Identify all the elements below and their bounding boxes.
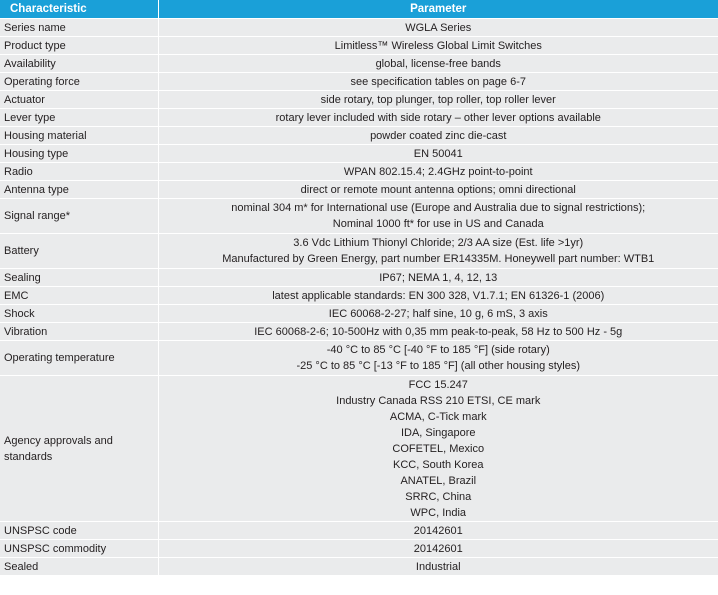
parameter-line: Industrial <box>415 560 461 573</box>
parameter-line: SRRC, China <box>405 490 472 503</box>
parameter-cell <box>158 558 718 576</box>
characteristic-cell: Sealing <box>0 269 158 287</box>
parameter-cell <box>158 145 718 163</box>
table-row <box>0 91 718 109</box>
parameter-cell <box>158 341 718 376</box>
parameter-line: direct or remote mount antenna options; omni directional <box>300 183 576 196</box>
parameter-line: ACMA, C-Tick mark <box>389 410 487 423</box>
parameter-cell <box>158 55 718 73</box>
parameter-line: EN 50041 <box>413 147 463 160</box>
parameter-line: latest applicable standards: EN 300 328, V1.7.1; EN 61326-1 (2006) <box>272 289 605 302</box>
characteristic-header: Characteristic <box>0 0 158 19</box>
table-row <box>0 287 718 305</box>
parameter-line: Manufactured by Green Energy, part number ER14335M. Honeywell part number: WTB1 <box>222 253 655 265</box>
parameter-line: IDA, Singapore <box>400 426 476 439</box>
parameter-line: 20142601 <box>413 524 463 537</box>
characteristic-cell: UNSPSC commodity <box>0 540 158 558</box>
characteristic-cell: Actuator <box>0 91 158 109</box>
table-row <box>0 163 718 181</box>
characteristic-cell: Lever type <box>0 109 158 127</box>
parameter-line: Industry Canada RSS 210 ETSI, CE mark <box>336 394 541 407</box>
parameter-cell <box>158 287 718 305</box>
parameter-line: see specification tables on page 6-7 <box>350 75 526 88</box>
parameter-line: Limitless™ Wireless Global Limit Switches <box>334 39 542 52</box>
table-row <box>0 305 718 323</box>
parameter-cell <box>158 305 718 323</box>
parameter-cell <box>158 269 718 287</box>
parameter-line: Nominal 1000 ft* for use in US and Canada <box>332 218 544 230</box>
parameter-cell <box>158 323 718 341</box>
parameter-line: rotary lever included with side rotary – other lever options available <box>275 111 601 124</box>
table-row <box>0 73 718 91</box>
parameter-line: FCC 15.247 <box>408 378 468 391</box>
table-row <box>0 558 718 576</box>
characteristic-cell: Agency approvals and standards <box>0 376 158 522</box>
parameter-cell <box>158 91 718 109</box>
parameter-cell <box>158 540 718 558</box>
table-row <box>0 55 718 73</box>
parameter-line: 20142601 <box>413 542 463 555</box>
parameter-cell <box>158 234 718 269</box>
parameter-line: IEC 60068-2-27; half sine, 10 g, 6 mS, 3 axis <box>328 307 548 320</box>
characteristic-cell: Signal range* <box>0 199 158 234</box>
characteristic-cell: UNSPSC code <box>0 522 158 540</box>
table-row <box>0 341 718 376</box>
parameter-cell <box>158 163 718 181</box>
table-row <box>0 376 718 522</box>
parameter-cell <box>158 37 718 55</box>
table-row <box>0 269 718 287</box>
parameter-cell <box>158 127 718 145</box>
characteristic-cell: Battery <box>0 234 158 269</box>
characteristic-cell: Radio <box>0 163 158 181</box>
table-row <box>0 234 718 269</box>
parameter-cell <box>158 19 718 37</box>
parameter-cell <box>158 109 718 127</box>
table-row <box>0 199 718 234</box>
parameter-line: global, license-free bands <box>375 57 501 70</box>
parameter-line: 3.6 Vdc Lithium Thionyl Chloride; 2/3 AA size (Est. life >1yr) <box>293 237 584 249</box>
characteristic-cell: Housing material <box>0 127 158 145</box>
characteristic-cell: Operating force <box>0 73 158 91</box>
characteristic-cell: Shock <box>0 305 158 323</box>
parameter-line: KCC, South Korea <box>393 458 484 471</box>
characteristic-cell: Sealed <box>0 558 158 576</box>
characteristic-cell: Operating temperature <box>0 341 158 376</box>
parameter-line: nominal 304 m* for International use (Europe and Australia due to signal restrictions); <box>231 202 646 214</box>
characteristic-cell: Availability <box>0 55 158 73</box>
parameter-line: WGLA Series <box>405 21 472 34</box>
table-row <box>0 522 718 540</box>
table-row <box>0 323 718 341</box>
spec-body <box>0 19 718 576</box>
parameter-line: WPAN 802.15.4; 2.4GHz point-to-point <box>343 165 533 178</box>
parameter-cell <box>158 73 718 91</box>
characteristic-cell: Housing type <box>0 145 158 163</box>
parameter-line: WPC, India <box>410 506 467 519</box>
parameter-header: Parameter <box>158 0 718 19</box>
parameter-cell <box>158 522 718 540</box>
table-row <box>0 540 718 558</box>
table-row <box>0 19 718 37</box>
characteristic-cell: Vibration <box>0 323 158 341</box>
table-row <box>0 181 718 199</box>
characteristic-cell: Product type <box>0 37 158 55</box>
table-row <box>0 109 718 127</box>
characteristic-cell: Antenna type <box>0 181 158 199</box>
characteristic-cell: EMC <box>0 287 158 305</box>
parameter-line: COFETEL, Mexico <box>392 442 485 455</box>
table-row <box>0 145 718 163</box>
header-row <box>0 0 718 19</box>
parameter-cell <box>158 181 718 199</box>
parameter-line: powder coated zinc die-cast <box>370 129 507 142</box>
parameter-line: side rotary, top plunger, top roller, top roller lever <box>320 93 556 106</box>
parameter-line: IEC 60068-2-6; 10-500Hz with 0,35 mm peak-to-peak, 58 Hz to 500 Hz - 5g <box>254 325 623 338</box>
table-row <box>0 37 718 55</box>
parameter-line: IP67; NEMA 1, 4, 12, 13 <box>379 271 498 284</box>
parameter-line: -40 °C to 85 °C [-40 °F to 185 °F] (side rotary) <box>326 344 550 356</box>
parameter-line: -25 °C to 85 °C [-13 °F to 185 °F] (all other housing styles) <box>296 360 581 372</box>
table-row <box>0 127 718 145</box>
characteristic-cell: Series name <box>0 19 158 37</box>
parameter-line: ANATEL, Brazil <box>400 474 477 487</box>
parameter-cell <box>158 199 718 234</box>
parameter-cell <box>158 376 718 522</box>
